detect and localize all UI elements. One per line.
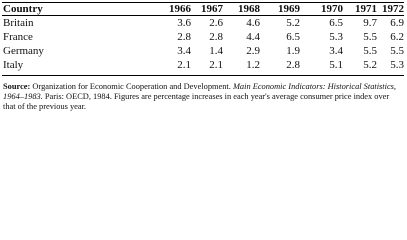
table-bottom-rule	[2, 75, 404, 76]
value-cell: 3.6	[177, 17, 191, 29]
table-header-rule	[2, 15, 404, 16]
value-cell: 3.4	[177, 45, 191, 57]
value-cell: 2.1	[209, 59, 223, 71]
value-cell: 1.4	[209, 45, 223, 57]
year-header: 1968	[238, 3, 260, 15]
year-header: 1966	[169, 3, 191, 15]
country-cell: Germany	[3, 45, 44, 57]
value-cell: 5.1	[329, 59, 343, 71]
value-cell: 1.9	[286, 45, 300, 57]
value-cell: 4.6	[246, 17, 260, 29]
year-header: 1969	[278, 3, 300, 15]
value-cell: 9.7	[363, 17, 377, 29]
country-cell: France	[3, 31, 33, 43]
value-cell: 2.8	[177, 31, 191, 43]
value-cell: 5.2	[363, 59, 377, 71]
value-cell: 5.2	[286, 17, 300, 29]
year-header: 1967	[201, 3, 223, 15]
value-cell: 2.9	[246, 45, 260, 57]
year-header: 1971	[355, 3, 377, 15]
country-header: Country	[3, 3, 43, 15]
value-cell: 6.2	[390, 31, 404, 43]
value-cell: 1.2	[246, 59, 260, 71]
year-header: 1972	[382, 3, 404, 15]
source-label: Source:	[3, 82, 31, 91]
value-cell: 5.5	[363, 45, 377, 57]
source-text-after: Paris: OECD, 1984. Figures are percentage increases in each year's average consumer price index over that of the previous year.	[3, 92, 390, 111]
value-cell: 3.4	[329, 45, 343, 57]
country-cell: Britain	[3, 17, 34, 29]
source-note	[3, 82, 403, 112]
country-cell: Italy	[3, 59, 24, 71]
value-cell: 6.5	[286, 31, 300, 43]
source-text-before: Organization for Economic Cooperation and Development.	[32, 82, 231, 91]
value-cell: 2.1	[177, 59, 191, 71]
value-cell: 2.8	[286, 59, 300, 71]
value-cell: 4.4	[246, 31, 260, 43]
year-header: 1970	[321, 3, 343, 15]
value-cell: 5.5	[363, 31, 377, 43]
source-title: Main Economic Indicators: Historical Statistics, 1964–1983.	[3, 82, 397, 101]
value-cell: 6.5	[329, 17, 343, 29]
value-cell: 2.8	[209, 31, 223, 43]
value-cell: 5.3	[390, 59, 404, 71]
value-cell: 5.5	[390, 45, 404, 57]
value-cell: 6.9	[390, 17, 404, 29]
value-cell: 2.6	[209, 17, 223, 29]
value-cell: 5.3	[329, 31, 343, 43]
